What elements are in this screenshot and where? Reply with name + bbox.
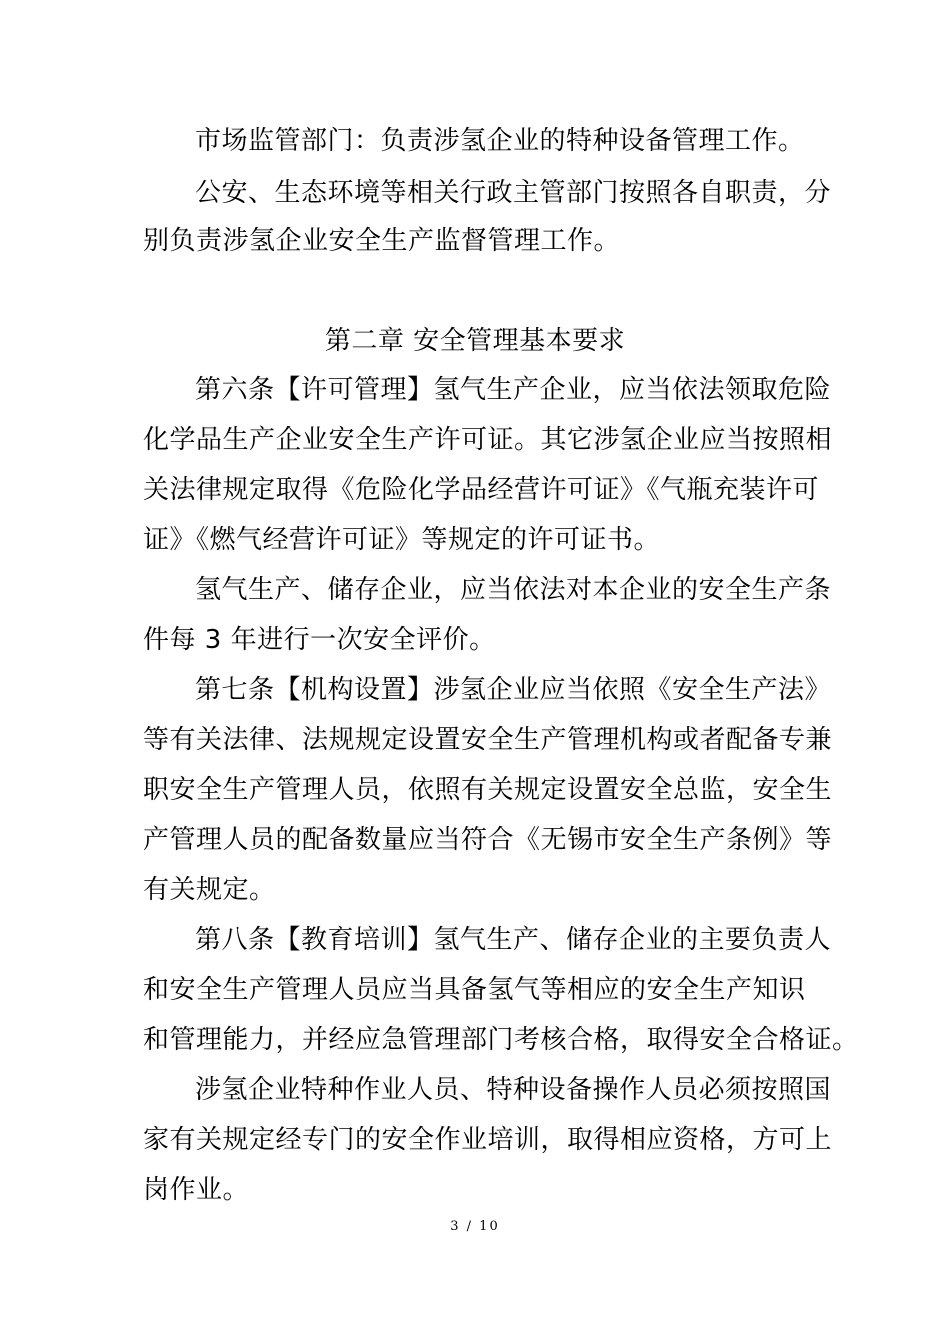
article-6-line-3: 关法律规定取得《危险化学品经营许可证》《气瓶充装许可	[143, 475, 820, 505]
chapter-title: 第二章 安全管理基本要求	[324, 326, 626, 356]
article-7-line-1: 第七条【机构设置】涉氢企业应当依照《安全生产法》	[195, 675, 832, 705]
paragraph-public-security-line-2: 别负责涉氢企业安全生产监督管理工作。	[143, 226, 621, 256]
safety-evaluation-line-2: 件每 3 年进行一次安全评价。	[143, 625, 496, 655]
paragraph-public-security-line-1: 公安、生态环境等相关行政主管部门按照各自职责，分	[195, 178, 832, 208]
article-7-line-5: 有关规定。	[143, 875, 276, 905]
article-6-line-2: 化学品生产企业安全生产许可证。其它涉氢企业应当按照相	[143, 425, 833, 455]
article-8-line-1: 第八条【教育培训】氢气生产、储存企业的主要负责人	[195, 925, 832, 955]
special-personnel-line-2: 家有关规定经专门的安全作业培训，取得相应资格，方可上	[143, 1125, 833, 1155]
special-personnel-line-1: 涉氢企业特种作业人员、特种设备操作人员必须按照国	[195, 1075, 832, 1105]
article-8-line-2: 和安全生产管理人员应当具备氢气等相应的安全生产知识	[143, 975, 806, 1005]
page-number: 3 / 10	[450, 1219, 500, 1234]
paragraph-market-supervision-line-1: 市场监管部门：负责涉氢企业的特种设备管理工作。	[195, 126, 805, 156]
special-personnel-line-3: 岗作业。	[143, 1175, 250, 1205]
article-7-line-2: 等有关法律、法规规定设置安全生产管理机构或者配备专兼	[143, 725, 833, 755]
article-8-line-3: 和管理能力，并经应急管理部门考核合格，取得安全合格证。	[143, 1025, 859, 1055]
article-7-line-3: 职安全生产管理人员，依照有关规定设置安全总监，安全生	[143, 775, 833, 805]
article-7-line-4: 产管理人员的配备数量应当符合《无锡市安全生产条例》等	[143, 825, 833, 855]
article-6-line-1: 第六条【许可管理】氢气生产企业，应当依法领取危险	[195, 375, 832, 405]
article-6-line-4: 证》《燃气经营许可证》等规定的许可证书。	[143, 525, 661, 555]
safety-evaluation-line-1: 氢气生产、储存企业，应当依法对本企业的安全生产条	[195, 575, 832, 605]
